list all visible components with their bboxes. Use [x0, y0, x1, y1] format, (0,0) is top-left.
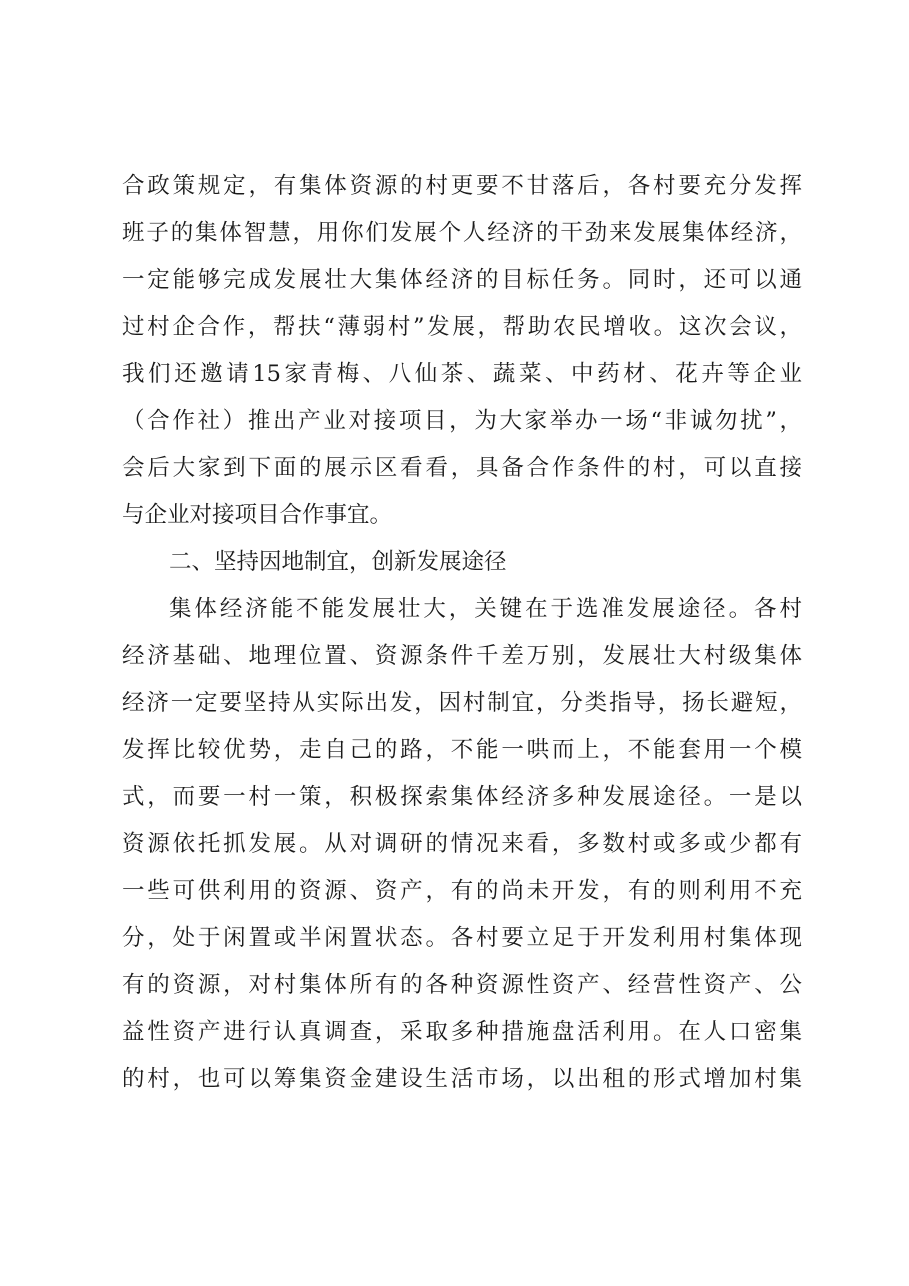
- paragraph-two: [122, 586, 802, 1103]
- section-heading: 二、坚持因地制宜，创新发展途径: [169, 549, 507, 575]
- text-line: 一定能够完成发展壮大集体经济的目标任务。同时，还可以通: [122, 267, 802, 293]
- text-line: 经济一定要坚持从实际出发，因村制宜，分类指导，扬长避短，: [122, 690, 802, 716]
- text-line: 集体经济能不能发展壮大，关键在于选准发展途径。各村: [169, 596, 802, 622]
- text-line: （合作社）推出产业对接项目，为大家举办一场“非诚勿扰”，: [122, 408, 802, 434]
- paragraph-continued: [122, 163, 802, 539]
- text-line: 的村，也可以筹集资金建设生活市场，以出租的形式增加村集: [122, 1066, 802, 1092]
- text-line: 有的资源，对村集体所有的各种资源性资产、经营性资产、公: [122, 972, 802, 998]
- text-line: 我们还邀请15家青梅、八仙茶、蔬菜、中药材、花卉等企业: [122, 361, 802, 387]
- text-line: 益性资产进行认真调查，采取多种措施盘活利用。在人口密集: [122, 1019, 802, 1045]
- text-line: 分，处于闲置或半闲置状态。各村要立足于开发利用村集体现: [122, 925, 802, 951]
- text-line: 与企业对接项目合作事宜。: [122, 502, 393, 528]
- text-line: 过村企合作，帮扶“薄弱村”发展，帮助农民增收。这次会议，: [122, 314, 802, 340]
- text-line: 班子的集体智慧，用你们发展个人经济的干劲来发展集体经济，: [122, 220, 802, 246]
- document-body: [122, 163, 802, 1103]
- text-line: 式，而要一村一策，积极探索集体经济多种发展途径。一是以: [122, 784, 802, 810]
- text-line: 会后大家到下面的展示区看看，具备合作条件的村，可以直接: [122, 455, 802, 481]
- text-line: 经济基础、地理位置、资源条件千差万别，发展壮大村级集体: [122, 643, 802, 669]
- text-line: 资源依托抓发展。从对调研的情况来看，多数村或多或少都有: [122, 831, 802, 857]
- text-line: 合政策规定，有集体资源的村更要不甘落后，各村要充分发挥: [122, 173, 802, 199]
- text-line: 一些可供利用的资源、资产，有的尚未开发，有的则利用不充: [122, 878, 802, 904]
- text-line: 发挥比较优势，走自己的路，不能一哄而上，不能套用一个模: [122, 737, 802, 763]
